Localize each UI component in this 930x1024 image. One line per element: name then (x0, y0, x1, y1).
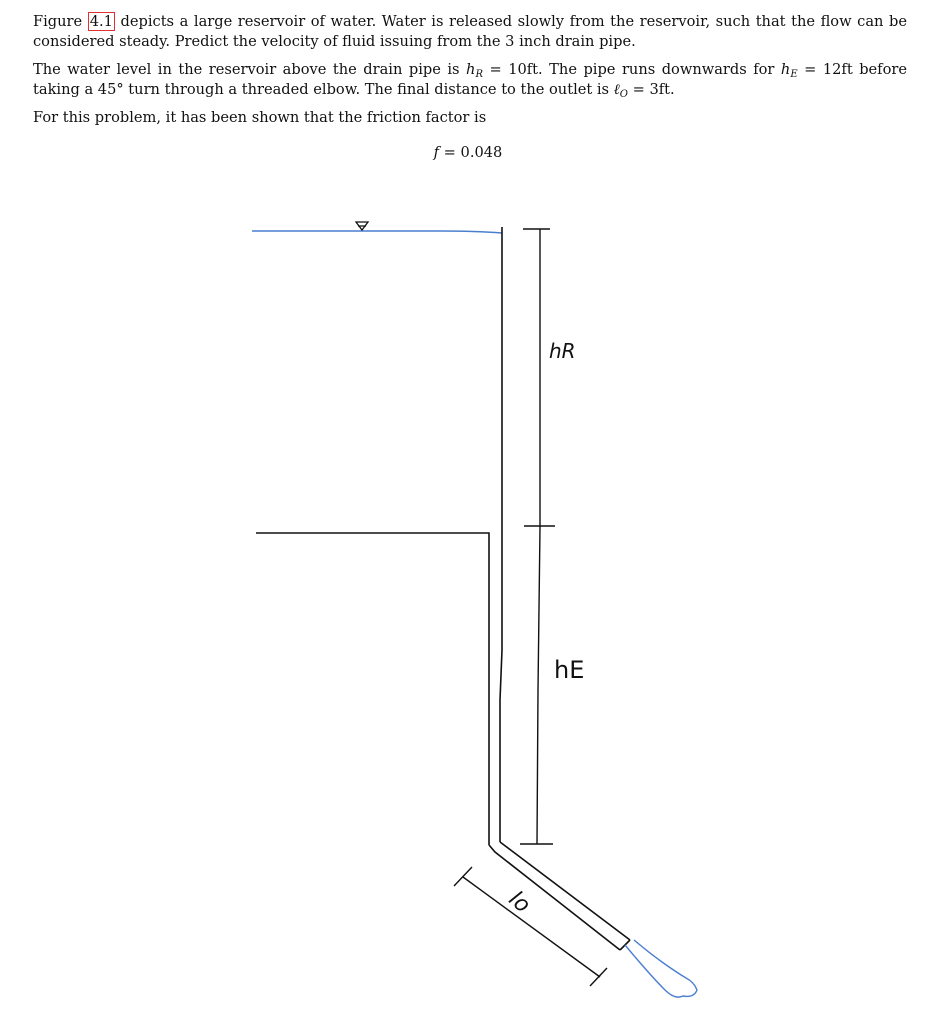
lO-subscript: O (619, 89, 628, 100)
label-lo: lo (503, 886, 535, 919)
problem-paragraph-3: For this problem, it has been shown that the friction factor is (33, 109, 487, 126)
friction-factor-symbol: f (433, 144, 440, 161)
hE-symbol: h (780, 61, 791, 78)
paragraph-2-text-a: The water level in the reservoir above the drain pipe is (33, 61, 467, 78)
label-hR: hR (549, 339, 576, 363)
outlet-length-tick-start (454, 867, 472, 886)
height-dimension-line (537, 229, 540, 844)
water-surface-line (252, 231, 502, 233)
free-surface-icon (356, 222, 368, 230)
outlet-length-dimension-line (463, 877, 600, 977)
hR-symbol: h (466, 61, 476, 78)
hR-subscript: R (475, 69, 483, 80)
reservoir-right-wall (500, 227, 502, 842)
figure-reference-link[interactable]: 4.1 (89, 13, 113, 30)
reservoir-bottom (256, 533, 489, 845)
label-hE: hE (554, 656, 585, 684)
hR-value: = 10ft. The pipe runs downwards for (482, 61, 781, 78)
friction-factor-value: = 0.048 (439, 144, 503, 161)
lO-symbol: ℓ (613, 81, 620, 98)
hE-value: = 12ft before taking a 45° turn through a threaded elbow. The final distance to the outlet is (33, 61, 907, 98)
paragraph-1-text: depicts a large reservoir of water. Water is released slowly from the reservoir, such that the flow can be considered steady. Predict the velocity of fluid issuing from the 3 inch drain pipe. (33, 13, 907, 50)
outlet-pipe-lower-wall (489, 845, 620, 950)
lO-value: = 3ft. (627, 81, 675, 98)
hE-subscript: E (790, 69, 798, 80)
figure-word: Figure (33, 13, 83, 30)
water-jet (625, 940, 697, 997)
